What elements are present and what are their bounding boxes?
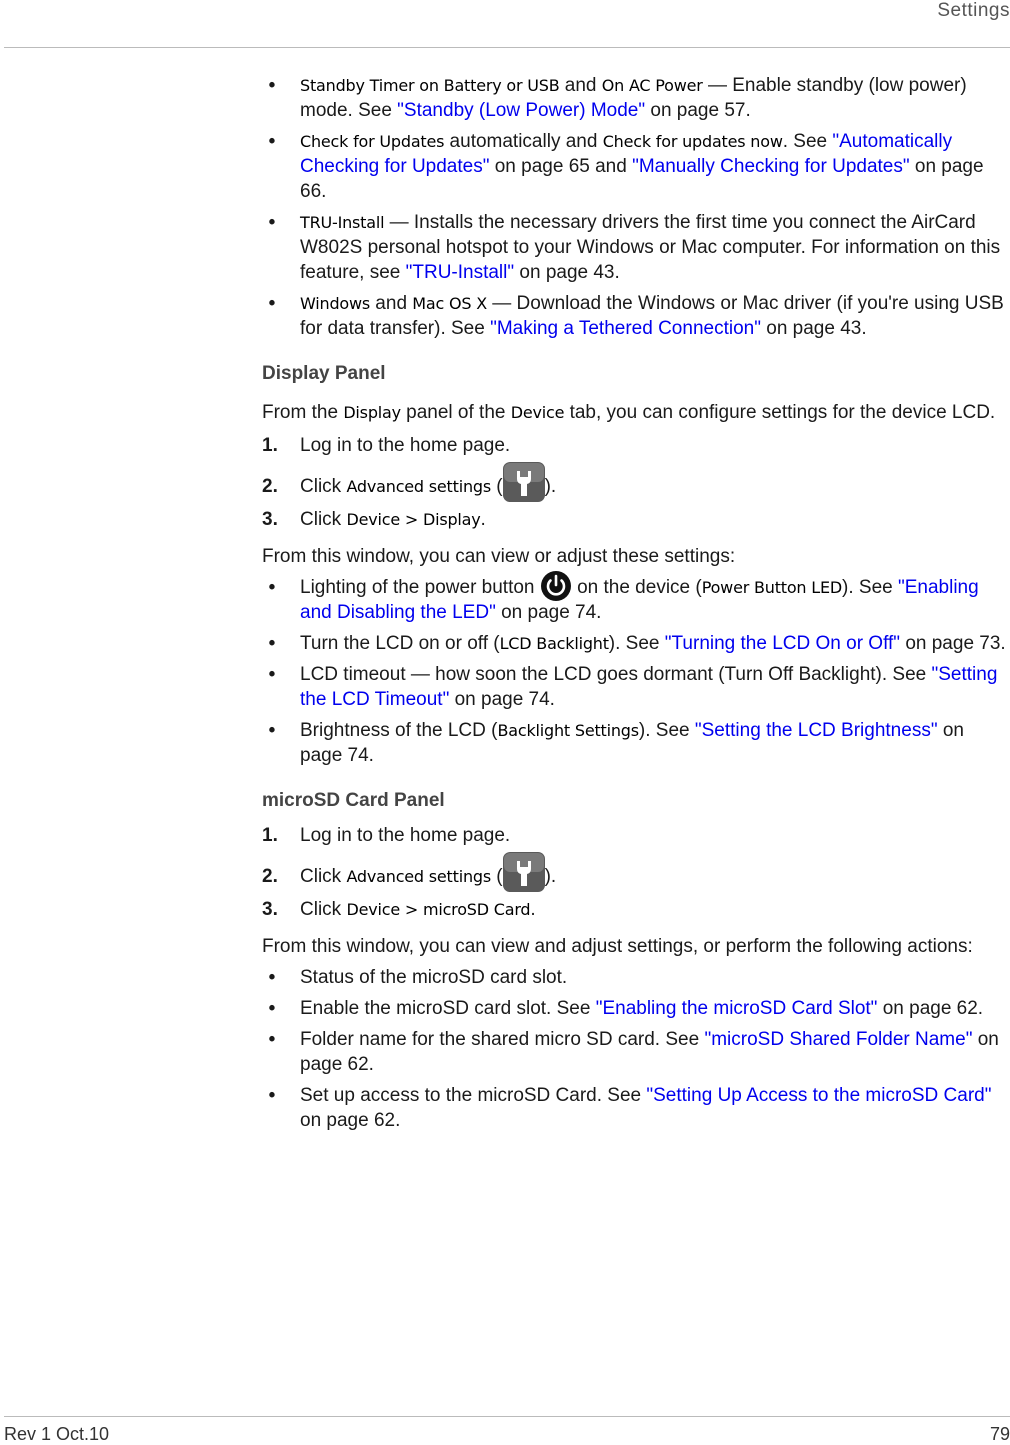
- ui-term: Standby Timer on Battery or USB: [300, 76, 560, 95]
- text: (: [490, 476, 503, 497]
- text: — Enable standby (low power) mode. See: [300, 75, 967, 121]
- bullet-marker: •: [268, 75, 276, 96]
- step-item: [262, 433, 1008, 458]
- cross-ref-link[interactable]: "Setting Up Access to the microSD Card": [646, 1085, 992, 1106]
- text: Turn the LCD on or off (: [300, 633, 500, 654]
- page-number: 79: [989, 1424, 1010, 1444]
- bullet-marker: •: [268, 212, 276, 233]
- ui-term: Mac OS X: [412, 294, 487, 313]
- step-number: 2.: [262, 476, 278, 497]
- text: .: [530, 899, 536, 920]
- text: Set up access to the microSD Card. See: [300, 1085, 647, 1106]
- text: LCD timeout — how soon the LCD goes dormant (Turn Off Backlight). See: [300, 664, 932, 685]
- step-number: 2.: [262, 866, 278, 887]
- step-item: [262, 474, 1008, 499]
- text: on page 73.: [900, 633, 1006, 654]
- footer-rule: [4, 1416, 1010, 1417]
- text: Brightness of the LCD (: [300, 720, 498, 741]
- ui-term: Advanced settings: [346, 477, 491, 496]
- text: and: [559, 75, 602, 96]
- cross-ref-link[interactable]: "Making a Tethered Connection": [490, 318, 761, 339]
- ui-term: Device: [510, 403, 565, 422]
- text: ). See: [608, 633, 665, 654]
- bullet-marker: •: [268, 293, 276, 314]
- paragraph: From this window, you can view or adjust these settings:: [262, 546, 736, 567]
- step-item: [262, 864, 1008, 889]
- step-item: [262, 823, 1008, 848]
- step-number: 1.: [262, 435, 278, 456]
- list-item: [262, 73, 1008, 123]
- text: automatically and: [444, 131, 603, 152]
- bullet-marker: •: [268, 633, 276, 654]
- bullet-marker: •: [268, 577, 276, 598]
- list-item: [262, 965, 1008, 990]
- ui-term: Power Button LED: [701, 578, 843, 597]
- ui-term: LCD Backlight: [499, 634, 609, 653]
- section-heading-microsd: microSD Card Panel: [262, 790, 445, 811]
- text: panel of the: [400, 402, 511, 423]
- text: ).: [544, 476, 557, 497]
- step-number: 3.: [262, 899, 278, 920]
- bullet-marker: •: [268, 720, 276, 741]
- text: Lighting of the power button: [300, 577, 540, 598]
- list-item: [262, 1083, 1008, 1133]
- text: on page 65 and: [489, 156, 633, 177]
- text: — Installs the necessary drivers the first time you connect the AirCard W802S personal hotspot to your Windows or Mac computer. For information on this feature, see: [300, 212, 1001, 283]
- bullet-marker: •: [268, 1029, 276, 1050]
- text: Click: [300, 899, 347, 920]
- list-item: [262, 662, 1008, 712]
- paragraph: [262, 400, 1008, 425]
- text: (: [490, 866, 503, 887]
- text: on page 43.: [514, 262, 620, 283]
- step-item: [262, 507, 1008, 532]
- list-item: [262, 575, 1008, 625]
- list-item: [262, 718, 1008, 768]
- power-icon: [540, 570, 572, 602]
- text: tab, you can configure settings for the device LCD.: [564, 402, 996, 423]
- cross-ref-link[interactable]: "Turning the LCD On or Off": [664, 633, 901, 654]
- text: Log in to the home page.: [300, 825, 511, 846]
- wrench-icon: [503, 852, 545, 892]
- text: ). See: [842, 577, 898, 598]
- bullet-marker: •: [268, 664, 276, 685]
- text: on page 74.: [495, 602, 602, 623]
- cross-ref-link[interactable]: "microSD Shared Folder Name": [704, 1029, 973, 1050]
- cross-ref-link[interactable]: "TRU-Install": [405, 262, 515, 283]
- step-item: [262, 897, 1008, 922]
- text: . See: [782, 131, 833, 152]
- text: on page 62.: [300, 1029, 999, 1075]
- ui-term: On AC Power: [601, 76, 703, 95]
- text: on page 62.: [877, 998, 984, 1019]
- cross-ref-link[interactable]: "Manually Checking for Updates": [632, 156, 910, 177]
- text: on page 43.: [760, 318, 867, 339]
- footer-revision: Rev 1 Oct.10: [4, 1424, 110, 1444]
- cross-ref-link[interactable]: "Enabling and Disabling the LED": [300, 577, 979, 623]
- text: Click: [300, 866, 347, 887]
- cross-ref-link[interactable]: "Setting the LCD Timeout": [300, 664, 998, 710]
- list-item: [262, 129, 1008, 204]
- text: Click: [300, 509, 347, 530]
- text: on page 57.: [645, 100, 751, 121]
- text: and: [370, 293, 413, 314]
- list-item: [262, 210, 1008, 285]
- bullet-marker: •: [268, 1085, 276, 1106]
- ui-term: Backlight Settings: [497, 721, 639, 740]
- bullet-marker: •: [268, 967, 276, 988]
- cross-ref-link[interactable]: "Automatically Checking for Updates": [300, 131, 953, 177]
- text: Log in to the home page.: [300, 435, 511, 456]
- ui-term: Display: [343, 403, 401, 422]
- text: .: [480, 509, 486, 530]
- header-rule: [4, 47, 1010, 48]
- cross-ref-link[interactable]: "Setting the LCD Brightness": [694, 720, 938, 741]
- running-header: Settings: [937, 0, 1010, 21]
- text: ). See: [638, 720, 695, 741]
- step-number: 1.: [262, 825, 278, 846]
- step-number: 3.: [262, 509, 278, 530]
- list-item: [262, 631, 1008, 656]
- section-heading-display: Display Panel: [262, 363, 386, 384]
- page-content: [262, 73, 1008, 1133]
- ui-term: Device > Display: [346, 510, 481, 529]
- bullet-marker: •: [268, 131, 276, 152]
- paragraph: From this window, you can view and adjust settings, or perform the following actions:: [262, 936, 973, 957]
- ui-term: Windows: [300, 294, 371, 313]
- wrench-icon: [503, 462, 545, 502]
- text: Folder name for the shared micro SD card. See: [300, 1029, 705, 1050]
- text: Enable the microSD card slot. See: [300, 998, 596, 1019]
- list-item: [262, 996, 1008, 1021]
- list-item: [262, 1027, 1008, 1077]
- text: Status of the microSD card slot.: [300, 967, 568, 988]
- ui-term: Check for Updates: [300, 132, 445, 151]
- text: Click: [300, 476, 347, 497]
- bullet-marker: •: [268, 998, 276, 1019]
- text: on page 74.: [449, 689, 555, 710]
- text: — Download the Windows or Mac driver (if you're using USB for data transfer). See: [300, 293, 1004, 339]
- text: From the: [262, 402, 344, 423]
- text: on the device (: [571, 577, 702, 598]
- text: ).: [544, 866, 557, 887]
- ui-term: Check for updates now: [602, 132, 783, 151]
- ui-term: Device > microSD Card: [346, 900, 531, 919]
- text: on page 66.: [300, 156, 984, 202]
- text: on page 62.: [300, 1110, 401, 1131]
- text: on page 74.: [300, 720, 964, 766]
- ui-term: Advanced settings: [346, 867, 491, 886]
- list-item: [262, 291, 1008, 341]
- cross-ref-link[interactable]: "Standby (Low Power) Mode": [397, 100, 646, 121]
- ui-term: TRU-Install: [300, 213, 385, 232]
- cross-ref-link[interactable]: "Enabling the microSD Card Slot": [595, 998, 878, 1019]
